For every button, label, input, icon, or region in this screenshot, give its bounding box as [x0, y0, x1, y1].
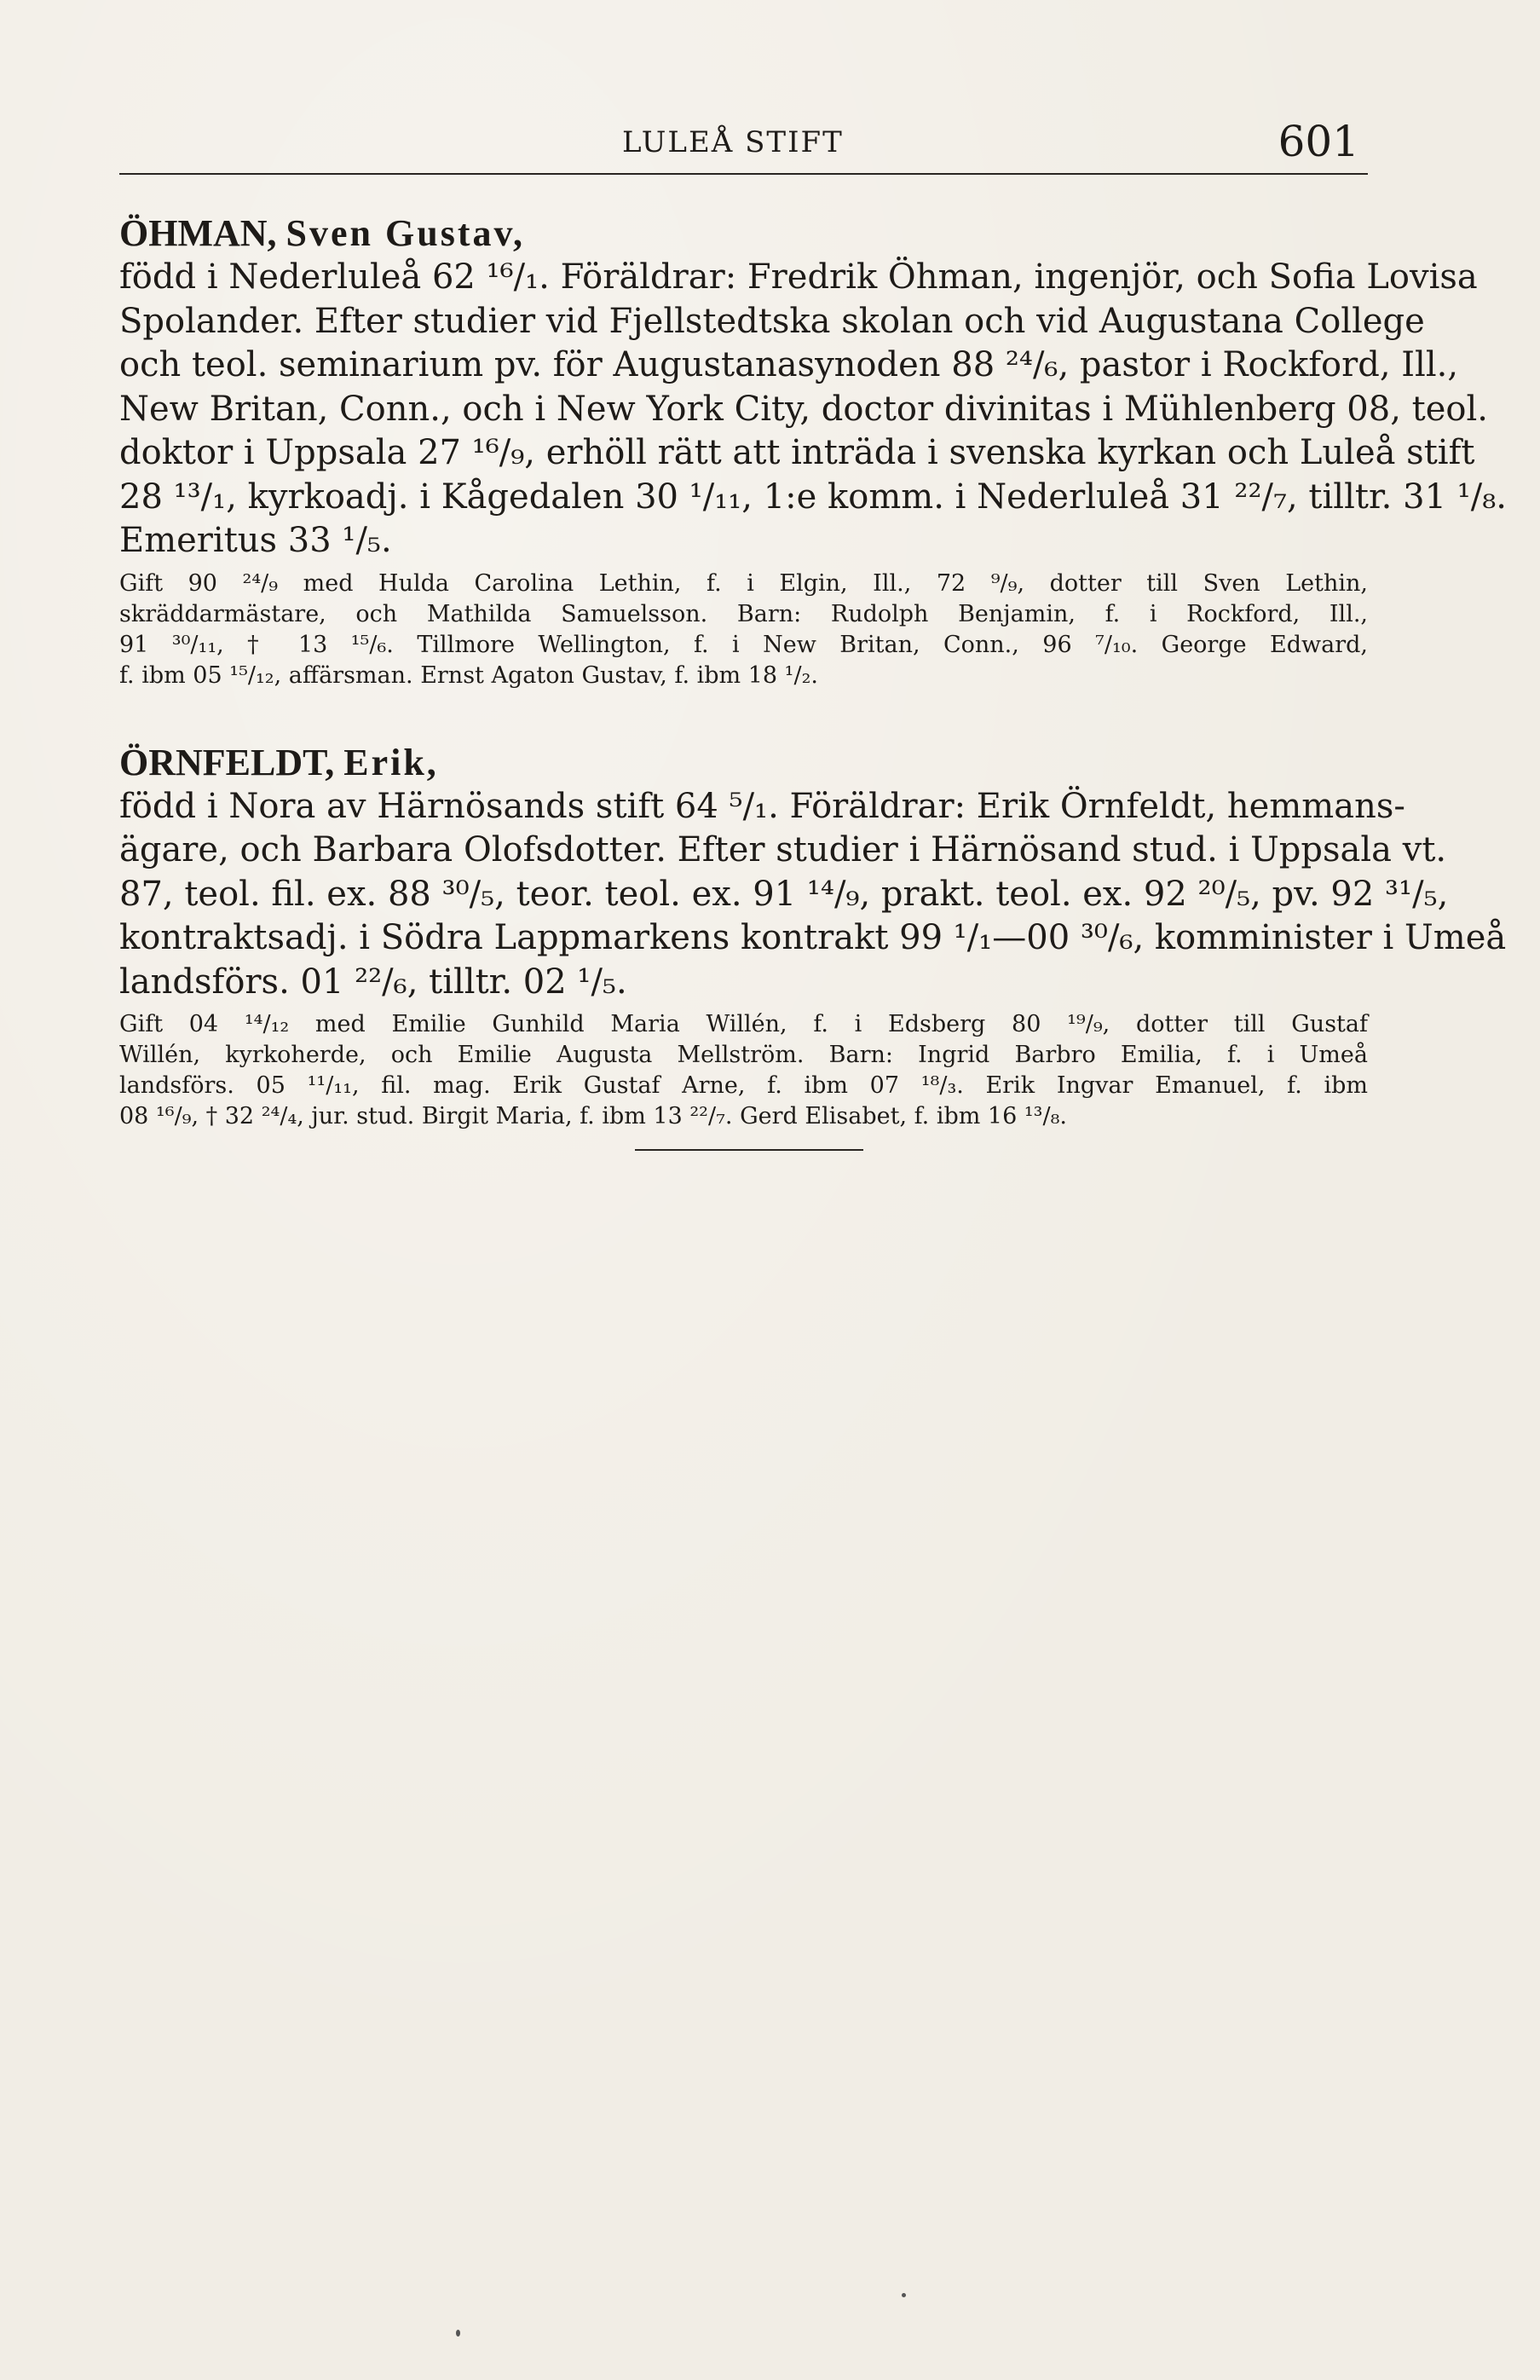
- family-line: skräddarmästare, och Mathilda Samuelsson. Barn: Rudolph Benjamin, f. i Rockford, Ill.,: [119, 600, 1368, 627]
- family-line: Gift 04 ¹⁴/₁₂ med Emilie Gunhild Maria Willén, f. i Edsberg 80 ¹⁹/₉, dotter till Gustaf: [119, 1011, 1368, 1037]
- bio-line: landsförs. 01 ²²/₆, tilltr. 02 ¹/₅.: [119, 962, 627, 1002]
- entry-name: [119, 741, 1368, 785]
- header-rule: [119, 173, 1368, 175]
- family-line: landsförs. 05 ¹¹/₁₁, fil. mag. Erik Gustaf Arne, f. ibm 07 ¹⁸/₃. Erik Ingvar Emanuel, f. ibm: [119, 1072, 1368, 1099]
- bio-line: och teol. seminarium pv. för Augustanasynoden 88 ²⁴/₆, pastor i Rockford, Ill.,: [119, 345, 1459, 384]
- paper-speck: [902, 2293, 906, 2297]
- family-line: Gift 90 ²⁴/₉ med Hulda Carolina Lethin, f. i Elgin, Ill., 72 ⁹/₉, dotter till Sven Lethin,: [119, 569, 1368, 597]
- family-line: Willén, kyrkoherde, och Emilie Augusta Mellström. Barn: Ingrid Barbro Emilia, f. i Umeå: [119, 1042, 1368, 1068]
- bio-line: född i Nederluleå 62 ¹⁶/₁. Föräldrar: Fredrik Öhman, ingenjör, och Sofia Lovisa: [119, 257, 1478, 297]
- running-title: LULEÅ STIFT: [622, 125, 844, 159]
- bio-line: 87, teol. fil. ex. 88 ³⁰/₅, teor. teol. ex. 91 ¹⁴/₉, prakt. teol. ex. 92 ²⁰/₅, pv. 92 ³¹/₅,: [119, 874, 1449, 914]
- page-header: [119, 115, 1368, 175]
- bio-line: New Britan, Conn., och i New York City, doctor divinitas i Mühlenberg 08, teol.: [119, 389, 1488, 429]
- given-names: Erik,: [343, 741, 439, 783]
- family-line: 91 ³⁰/₁₁, † 13 ¹⁵/₆. Tillmore Wellington, f. i New Britan, Conn., 96 ⁷/₁₀. George Edward,: [119, 631, 1368, 658]
- page-number: 601: [1278, 117, 1359, 166]
- surname: ÖRNFELDT,: [119, 741, 335, 783]
- entry-name: [119, 211, 1368, 256]
- family-paragraph: [119, 1009, 1368, 1132]
- family-line: 08 ¹⁶/₉, † 32 ²⁴/₄, jur. stud. Birgit Maria, f. ibm 13 ²²/₇. Gerd Elisabet, f. ibm 16 ¹³/₈.: [119, 1103, 1068, 1129]
- bio-line: ägare, och Barbara Olofsdotter. Efter studier i Härnösand stud. i Uppsala vt.: [119, 830, 1447, 869]
- bio-line: Emeritus 33 ¹/₅.: [119, 521, 392, 560]
- paper-speck: [456, 2330, 460, 2337]
- family-line: f. ibm 05 ¹⁵/₁₂, affärsman. Ernst Agaton Gustav, f. ibm 18 ¹/₂.: [119, 661, 818, 689]
- surname: ÖHMAN,: [119, 212, 277, 254]
- bio-line: kontraktsadj. i Södra Lappmarkens kontrakt 99 ¹/₁—00 ³⁰/₆, komminister i Umeå: [119, 918, 1507, 957]
- bio-line: född i Nora av Härnösands stift 64 ⁵/₁. Föräldrar: Erik Örnfeldt, hemmans-: [119, 786, 1405, 826]
- given-names: Sven Gustav,: [286, 212, 526, 254]
- bio-line: 28 ¹³/₁, kyrkoadj. i Kågedalen 30 ¹/₁₁, 1:e komm. i Nederluleå 31 ²²/₇, tilltr. 31 ¹/₈.: [119, 477, 1507, 517]
- family-paragraph: [119, 569, 1368, 691]
- biography-entry: [119, 741, 1507, 1133]
- biography-entry: [119, 211, 1507, 691]
- entry-spacer: [119, 691, 1368, 741]
- end-rule: [635, 1149, 863, 1151]
- page-content: [119, 211, 1507, 1132]
- bio-line: doktor i Uppsala 27 ¹⁶/₉, erhöll rätt att inträda i svenska kyrkan och Luleå stift: [119, 433, 1475, 472]
- bio-line: Spolander. Efter studier vid Fjellstedtska skolan och vid Augustana College: [119, 301, 1425, 341]
